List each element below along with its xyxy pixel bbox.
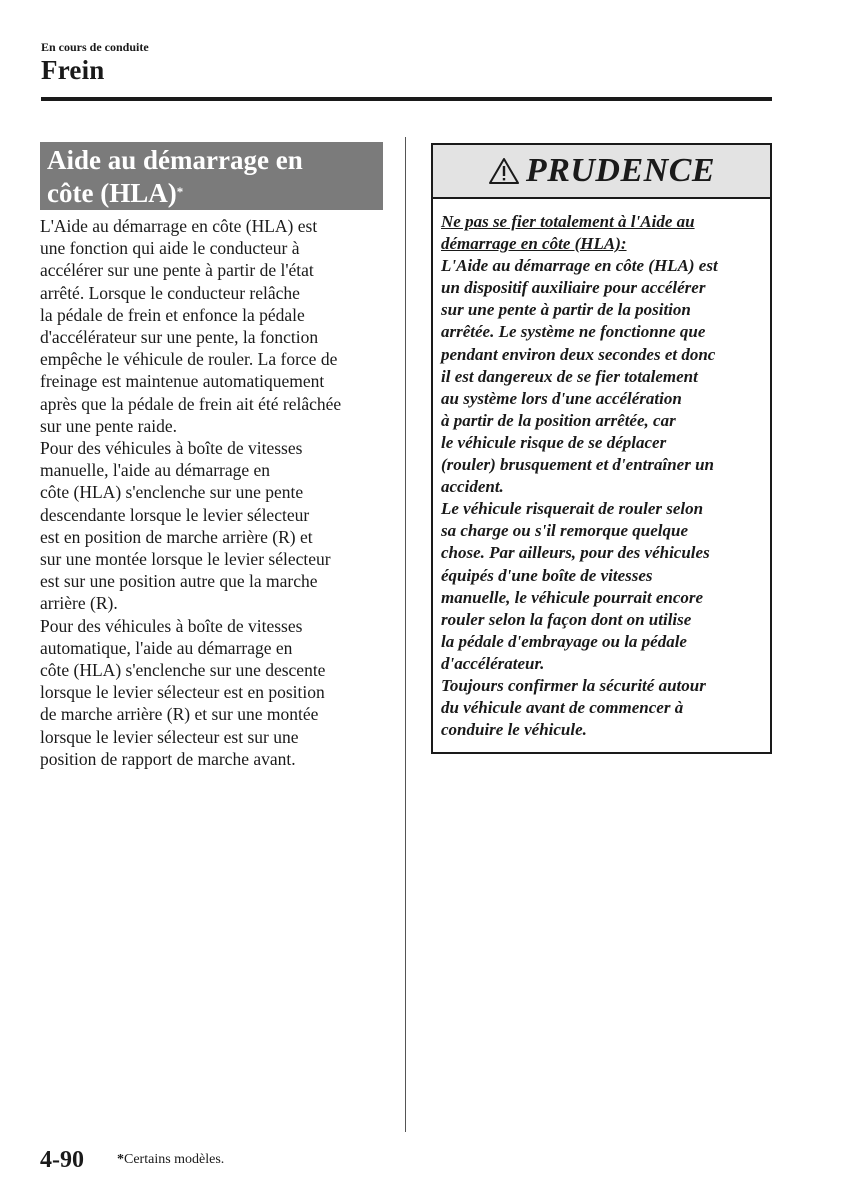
section-heading-line2 (47, 177, 377, 210)
page-title: Frein (41, 55, 105, 85)
footnote-star: * (117, 1152, 124, 1167)
section-label: En cours de conduite (41, 40, 149, 54)
body-paragraph: L'Aide au démarrage en côte (HLA) est une fonction qui aide le conducteur à accélérer sur une pente à partir de l'état arrêté. Lorsque le conducteur relâche la pédale de frein et enfonce la pédale d'accélérateur sur une pente, la fonction empêche le véhicule de rouler. La force de freinage est maintenue automatiquement après que la pédale de frein ait été relâchée sur une pente raide. (40, 216, 342, 436)
caution-lead: Ne pas se fier totalement à l'Aide au démarrage en côte (HLA): (441, 212, 695, 254)
main-column (40, 142, 383, 770)
caution-header (433, 145, 770, 199)
body-text (40, 215, 383, 770)
caution-paragraph: Toujours confirmer la sécurité autour du véhicule avant de commencer à conduire le véhicule. (441, 675, 706, 740)
caution-paragraph: Le véhicule risquerait de rouler selon sa charge ou s'il remorque quelque chose. Par ailleurs, pour des véhicules équipés d'une boîte de vitesses manuelle, le véhicule pourrait encore rouler selon la façon dont on utilise la pédale d'embrayage ou la pédale d'accélérateur. (441, 499, 710, 673)
footnote-text: Certains modèles. (124, 1152, 225, 1167)
column-divider (405, 137, 406, 1132)
caution-box (431, 143, 772, 754)
footnote-marker: * (176, 184, 184, 199)
header-divider (41, 97, 772, 101)
section-heading (40, 142, 383, 210)
warning-triangle-icon (488, 157, 520, 185)
body-paragraph: Pour des véhicules à boîte de vitesses manuelle, l'aide au démarrage en côte (HLA) s'enclenche sur une pente descendante lorsque le levier sélecteur est en position de marche arrière (R) et sur une montée lorsque le levier sélecteur est sur une position autre que la marche arrière (R). (40, 438, 331, 614)
section-heading-line1: Aide au démarrage en (47, 145, 303, 175)
caution-title: PRUDENCE (525, 152, 716, 189)
footnote (117, 1152, 224, 1168)
caution-paragraph: L'Aide au démarrage en côte (HLA) est un dispositif auxiliaire pour accélérer sur une pente à partir de la position arrêtée. Le système ne fonctionne que pendant environ deux secondes et donc il est dangereux de se fier totalement au système lors d'une accélération à partir de la position arrêtée, car le véhicule risque de se déplacer (rouler) brusquement et d'entraîner un accident. (441, 256, 718, 497)
caution-body (433, 199, 770, 741)
page-number: 4-90 (40, 1147, 84, 1173)
body-paragraph: Pour des véhicules à boîte de vitesses automatique, l'aide au démarrage en côte (HLA) s'enclenche sur une descente lorsque le levier sélecteur est en position de marche arrière (R) et sur une montée lorsque le levier sélecteur est sur une position de rapport de marche avant. (40, 615, 326, 769)
section-heading-text: côte (HLA) (47, 178, 177, 208)
